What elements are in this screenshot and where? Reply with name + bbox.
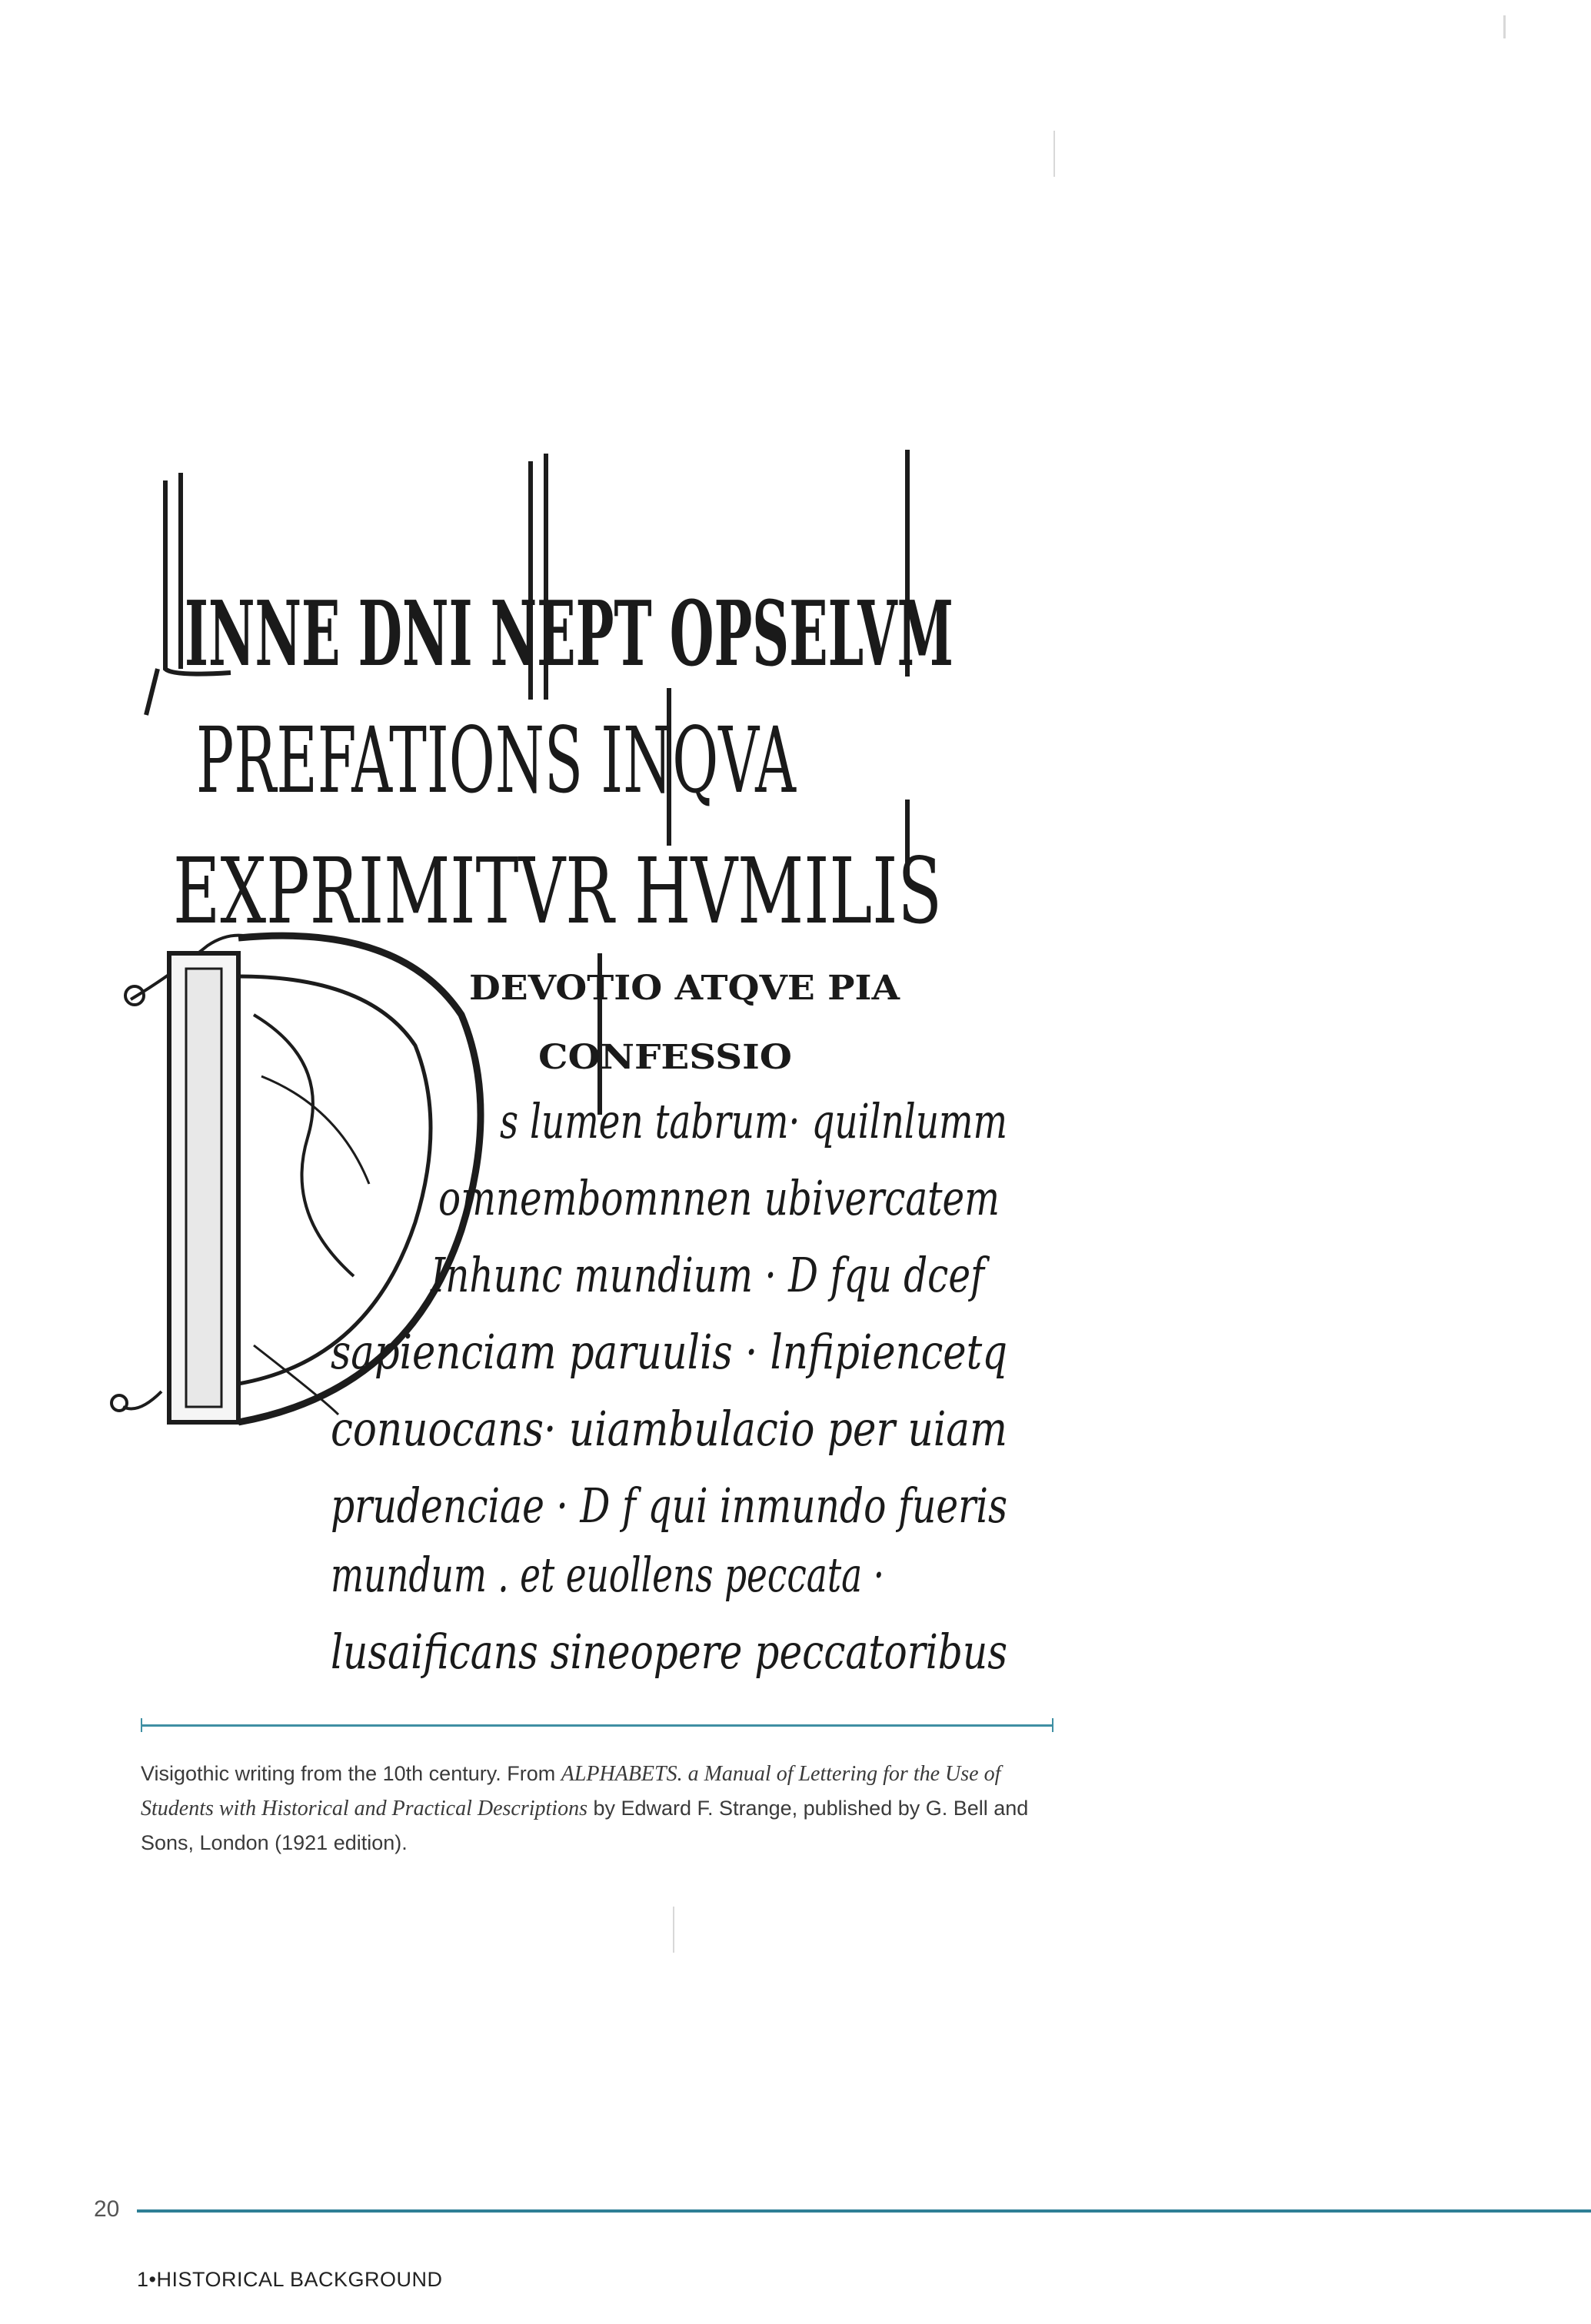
script-line-2: omnembomnnen ubivercatem <box>438 1170 1000 1226</box>
script-line-5: conuocans· uiambulacio per uiam <box>331 1401 1007 1457</box>
caption-text: Visigothic writing from the 10th century. From <box>141 1762 561 1785</box>
title-line-2: PREFATIONS INQVA <box>196 707 797 813</box>
script-line-1: s lumen tabrum· quilnlumm <box>500 1093 1007 1149</box>
figure-caption <box>141 1757 1048 1860</box>
script-line-8: lusaificans sineopere peccatoribus <box>331 1624 1007 1680</box>
scan-mark <box>1503 15 1506 38</box>
subtitle-line-2: CONFESSIO <box>538 1038 792 1077</box>
running-head: 1•HISTORICAL BACKGROUND <box>137 2268 443 2291</box>
script-line-6: prudenciae · D f qui inmundo fueris <box>331 1478 1007 1534</box>
visigothic-manuscript-illustration <box>138 446 1023 1691</box>
script-line-7: mundum . et euollens peccata · <box>331 1547 884 1603</box>
caption-divider <box>141 1724 1053 1727</box>
caption-text-end: by Edward F. Strange, published by G. Bell and Sons, London (1921 edition). <box>141 1797 1029 1854</box>
subtitle-line-1: DEVOTIO ATQVE PIA <box>469 969 900 1008</box>
scan-mark <box>1053 131 1055 177</box>
script-line-4: sapienciam paruulis · lnfipiencetq <box>331 1324 1007 1380</box>
caption-book-title: ALPHABETS. a Manual of Lettering for the Use of Students with Historical and Practical Descriptions <box>141 1762 1001 1820</box>
scan-mark <box>673 1907 674 1953</box>
footer-divider <box>137 2209 1591 2213</box>
page-number: 20 <box>94 2196 120 2222</box>
script-line-3: Inhunc mundium · D fqu dcef <box>430 1247 990 1303</box>
title-line-3: EXPRIMITVR HVMILIS <box>173 838 942 944</box>
title-line-1: INNE DNI NEPT OPSELVM <box>185 582 954 687</box>
